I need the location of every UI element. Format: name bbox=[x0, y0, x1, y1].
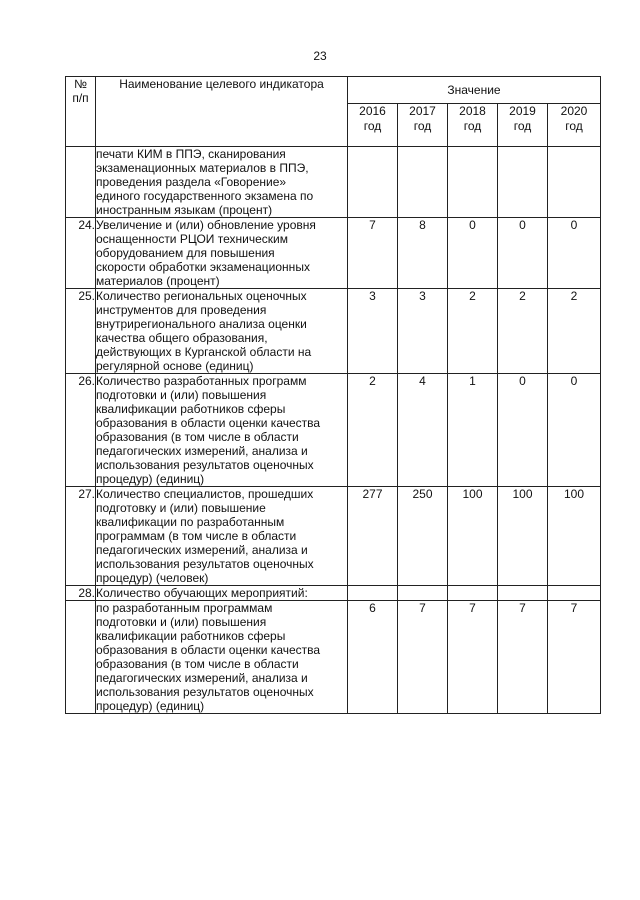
value-2017: 7 bbox=[398, 601, 448, 714]
value-2019: 0 bbox=[498, 374, 548, 487]
value-2019: 7 bbox=[498, 601, 548, 714]
value-2016 bbox=[348, 147, 398, 218]
value-2016: 277 bbox=[348, 487, 398, 586]
row-number: 28. bbox=[66, 586, 96, 601]
table-row bbox=[66, 586, 601, 601]
indicator-name: печати КИМ в ППЭ, сканирования экзаменационных материалов в ППЭ, проведения раздела «Говорение» единого государственного экзамена по иностранным языкам (процент) bbox=[96, 147, 348, 218]
indicator-name: Количество разработанных программ подготовки и (или) повышения квалификации работников сферы образования в области оценки качества образования (в том числе в области педагогических измерений, анализа и использования результатов оценочных процедур) (единиц) bbox=[96, 374, 348, 487]
value-2020 bbox=[548, 586, 601, 601]
table-row bbox=[66, 601, 601, 714]
row-number bbox=[66, 147, 96, 218]
row-number: 26. bbox=[66, 374, 96, 487]
table-row bbox=[66, 147, 601, 218]
table-row bbox=[66, 487, 601, 586]
indicator-name: Увеличение и (или) обновление уровня оснащенности РЦОИ техническим оборудованием для повышения скорости обработки экзаменационных материалов (процент) bbox=[96, 218, 348, 289]
value-2018: 0 bbox=[448, 218, 498, 289]
indicators-table bbox=[65, 76, 601, 714]
indicator-name: по разработанным программам подготовки и (или) повышения квалификации работников сферы образования в области оценки качества образования (в том числе в области педагогических измерений, анализа и использования результатов оценочных процедур) (единиц) bbox=[96, 601, 348, 714]
header-indicator-name-column: Наименование целевого индикатора bbox=[96, 77, 348, 147]
row-number: 25. bbox=[66, 289, 96, 374]
table-row bbox=[66, 289, 601, 374]
value-2019: 0 bbox=[498, 218, 548, 289]
value-2017: 250 bbox=[398, 487, 448, 586]
year-label: 2018 bbox=[459, 104, 486, 118]
page-number: 23 bbox=[313, 49, 327, 63]
value-2019 bbox=[498, 586, 548, 601]
value-2016 bbox=[348, 586, 398, 601]
year-unit: год bbox=[565, 119, 583, 133]
year-label: 2017 bbox=[409, 104, 436, 118]
table-header bbox=[66, 77, 601, 147]
header-year-2016 bbox=[348, 104, 398, 147]
value-2017 bbox=[398, 147, 448, 218]
value-2017: 4 bbox=[398, 374, 448, 487]
value-2020 bbox=[548, 147, 601, 218]
header-year-2020 bbox=[548, 104, 601, 147]
value-2017 bbox=[398, 586, 448, 601]
value-2016: 6 bbox=[348, 601, 398, 714]
table-row bbox=[66, 218, 601, 289]
value-2020: 7 bbox=[548, 601, 601, 714]
table-body bbox=[66, 147, 601, 714]
header-number-column: № п/п bbox=[66, 77, 96, 147]
value-2020: 0 bbox=[548, 218, 601, 289]
header-year-2018 bbox=[448, 104, 498, 147]
value-2018: 2 bbox=[448, 289, 498, 374]
indicator-name: Количество обучающих мероприятий: bbox=[96, 586, 348, 601]
value-2019 bbox=[498, 147, 548, 218]
header-year-2017 bbox=[398, 104, 448, 147]
table-row bbox=[66, 374, 601, 487]
value-2017: 8 bbox=[398, 218, 448, 289]
row-number: 27. bbox=[66, 487, 96, 586]
year-unit: год bbox=[363, 119, 382, 133]
value-2017: 3 bbox=[398, 289, 448, 374]
header-value-column: Значение bbox=[348, 77, 601, 104]
row-number bbox=[66, 601, 96, 714]
value-2018 bbox=[448, 586, 498, 601]
indicator-name: Количество специалистов, прошедших подготовку и (или) повышение квалификации по разработанным программам (в том числе в области педагогических измерений, анализа и использования результатов оценочных процедур) (человек) bbox=[96, 487, 348, 586]
header-year-2019 bbox=[498, 104, 548, 147]
year-unit: год bbox=[413, 119, 432, 133]
year-label: 2016 bbox=[359, 104, 386, 118]
value-2018: 7 bbox=[448, 601, 498, 714]
row-number: 24. bbox=[66, 218, 96, 289]
indicator-name: Количество региональных оценочных инструментов для проведения внутрирегионального анализа оценки качества общего образования, действующих в Курганской области на регулярной основе (единиц) bbox=[96, 289, 348, 374]
value-2019: 100 bbox=[498, 487, 548, 586]
value-2016: 7 bbox=[348, 218, 398, 289]
value-2016: 2 bbox=[348, 374, 398, 487]
value-2016: 3 bbox=[348, 289, 398, 374]
value-2018: 100 bbox=[448, 487, 498, 586]
year-unit: год bbox=[463, 119, 482, 133]
year-unit: год bbox=[513, 119, 532, 133]
value-2020: 0 bbox=[548, 374, 601, 487]
year-label: 2019 bbox=[509, 104, 536, 118]
value-2019: 2 bbox=[498, 289, 548, 374]
value-2020: 100 bbox=[548, 487, 601, 586]
value-2018 bbox=[448, 147, 498, 218]
year-label: 2020 bbox=[560, 104, 588, 118]
value-2018: 1 bbox=[448, 374, 498, 487]
value-2020: 2 bbox=[548, 289, 601, 374]
